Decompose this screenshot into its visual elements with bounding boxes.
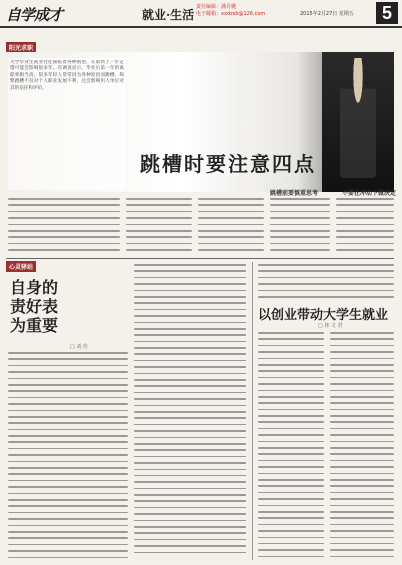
left-author: □ 刘 佳: [70, 344, 88, 350]
right-column-1: [258, 332, 324, 560]
top-column-2: [126, 198, 192, 254]
section-divider: [6, 258, 394, 259]
section-tag-top: 阳光求职: [6, 42, 36, 53]
left-article-title: [10, 278, 58, 335]
right-top-text: [258, 264, 394, 300]
intro-text: 大学毕业生就业往往面临着各种困惑，在职场上一步走错可能会影响很多年。有调查显示，毕业后第一年的离职率相当高，很多年轻人常常因为各种原因而跳槽。频繁跳槽不仅对个人职业发展不利，还会影响用人单位对其的信任和评价。: [10, 60, 124, 91]
subhead-2: 不要在冲动下做决定: [342, 190, 397, 197]
title-line-3: 为重要: [10, 316, 59, 335]
section-name: 就业·生活: [142, 8, 195, 22]
section-tag-left: 心灵驿站: [6, 261, 36, 272]
intro-text-box: [8, 58, 126, 190]
title-line-2: 责好表: [10, 297, 59, 316]
left-column-1: [8, 352, 128, 560]
top-column-3: [198, 198, 264, 254]
page-number: 5: [376, 2, 398, 24]
top-column-5: [336, 198, 394, 254]
column-divider: [252, 262, 253, 560]
right-author: □ 林 文 君: [318, 323, 343, 329]
right-article-title: 以创业带动大学生就业: [258, 308, 389, 323]
right-column-2: [330, 332, 394, 560]
editor-line: 责任编辑：潘肖樾: [196, 4, 237, 10]
masthead: 自学成才: [6, 6, 63, 24]
editor-email: 电子邮箱：xxdzsb@126.com: [196, 11, 266, 17]
subhead-1: 跳槽前要慎重思考: [270, 190, 319, 197]
editor-info: [196, 4, 266, 18]
top-headline: 跳槽时要注意四点: [140, 152, 316, 176]
top-column-1: [8, 198, 120, 254]
left-column-3: [178, 264, 246, 560]
top-column-4: [270, 198, 330, 254]
businessman-figure: [340, 58, 376, 178]
title-line-1: 自身的: [10, 278, 59, 297]
page-header: [0, 0, 402, 28]
date-line: 2015年2月27日 星期五: [300, 11, 354, 17]
